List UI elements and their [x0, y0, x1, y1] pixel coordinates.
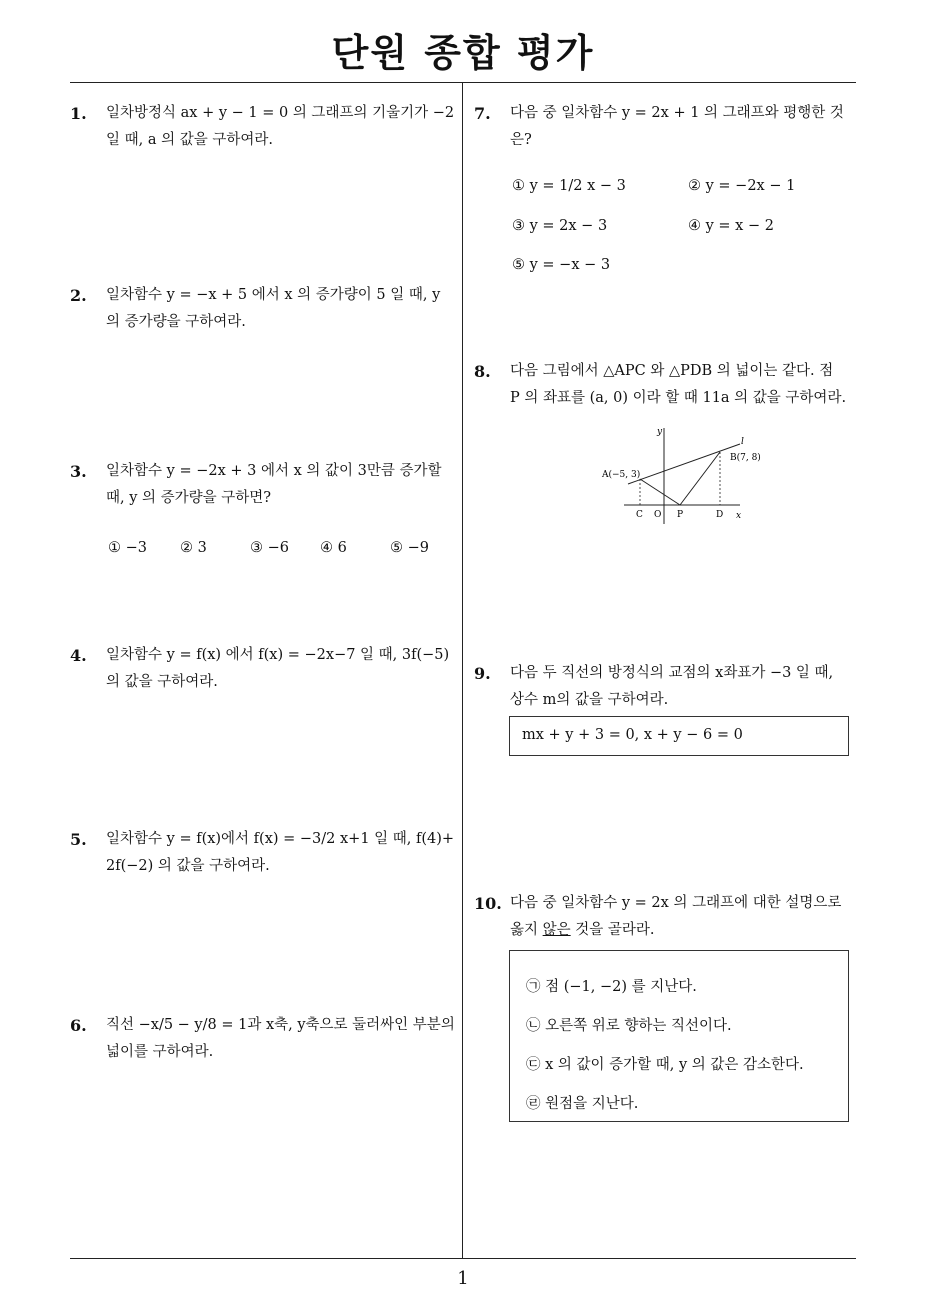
option[interactable]: ② y = −2x − 1: [688, 178, 796, 194]
question-text-line: 은?: [510, 132, 532, 148]
question-text-line: 일차함수 y = −2x + 3 에서 x 의 값이 3만큼 증가할: [106, 463, 442, 479]
question-number: 2.: [70, 286, 87, 305]
question-number: 3.: [70, 462, 87, 481]
question-number: 9.: [474, 664, 491, 683]
option[interactable]: ⑤ −9: [390, 540, 429, 556]
y-axis-label: y: [657, 427, 663, 437]
column-divider: [462, 83, 463, 1258]
statements-box: [509, 950, 849, 1122]
option[interactable]: ② 3: [180, 540, 207, 556]
question-text-line: 2f(−2) 의 값을 구하여라.: [106, 858, 270, 874]
question-5: [70, 826, 460, 880]
question-6: [70, 1012, 460, 1066]
statement-item[interactable]: ㉢ x 의 값이 증가할 때, y 의 값은 감소한다.: [526, 1057, 804, 1073]
question-10: [474, 890, 860, 944]
point-p-label: P: [677, 510, 684, 520]
question-8: [474, 358, 860, 412]
text-segment: 옳지: [510, 922, 543, 938]
coordinate-figure: [600, 422, 770, 528]
question-text-line: 다음 그림에서 △APC 와 △PDB 의 넓이는 같다. 점: [510, 363, 834, 379]
x-axis-label: x: [736, 511, 742, 521]
question-text-line: 일차방정식 ax + y − 1 = 0 의 그래프의 기울기가 −2: [106, 105, 455, 121]
question-1: [70, 100, 460, 154]
question-7: [474, 100, 860, 154]
option[interactable]: ① −3: [108, 540, 147, 556]
point-b-label: B(7, 8): [730, 453, 761, 463]
question-text-line: 때, y 의 증가량을 구하면?: [106, 490, 272, 506]
option[interactable]: ③ −6: [250, 540, 289, 556]
top-rule: [70, 82, 856, 83]
page-title: 단원 종합 평가: [331, 31, 595, 75]
option[interactable]: ④ y = x − 2: [688, 218, 774, 234]
statement-item[interactable]: ㉠ 점 (−1, −2) 를 지난다.: [526, 979, 697, 995]
question-text-line: 의 값을 구하여라.: [106, 674, 218, 690]
question-3: [70, 458, 460, 512]
question-text-line: 다음 중 일차함수 y = 2x 의 그래프에 대한 설명으로: [510, 895, 842, 911]
option[interactable]: ④ 6: [320, 540, 347, 556]
question-text-line: 일차함수 y = −x + 5 에서 x 의 증가량이 5 일 때, y: [106, 287, 441, 303]
point-d-label: D: [716, 510, 724, 520]
question-text-line: 직선 −x/5 − y/8 = 1과 x축, y축으로 둘러싸인 부분의: [106, 1017, 455, 1033]
origin-label: O: [654, 510, 662, 520]
statement-item[interactable]: ㉡ 오른쪽 위로 향하는 직선이다.: [526, 1018, 732, 1034]
line-label: l: [741, 437, 744, 447]
line-l: [628, 444, 740, 484]
page-number: 1: [457, 1268, 469, 1289]
question-text-line: 의 증가량을 구하여라.: [106, 314, 246, 330]
question-9: [474, 660, 860, 714]
question-text-line: [510, 917, 860, 944]
option[interactable]: ⑤ y = −x − 3: [512, 257, 611, 273]
question-2: [70, 282, 460, 336]
point-c-label: C: [636, 510, 643, 520]
question-text-line: 상수 m의 값을 구하여라.: [510, 692, 669, 708]
question-text-line: 일차함수 y = f(x)에서 f(x) = −3/2 x+1 일 때, f(4)+: [106, 831, 455, 847]
question-text-line: 다음 중 일차함수 y = 2x + 1 의 그래프와 평행한 것: [510, 105, 844, 121]
underlined-text: 않은: [542, 922, 571, 938]
statement-item[interactable]: ㉣ 원점을 지난다.: [526, 1096, 639, 1112]
equation-box: [509, 716, 849, 756]
question-number: 4.: [70, 646, 87, 665]
question-number: 10.: [474, 894, 502, 913]
question-text-line: 일차함수 y = f(x) 에서 f(x) = −2x−7 일 때, 3f(−5): [106, 647, 450, 663]
question-text-line: 일 때, a 의 값을 구하여라.: [106, 132, 273, 148]
question-number: 8.: [474, 362, 491, 381]
equation-text: mx + y + 3 = 0, x + y − 6 = 0: [522, 727, 743, 743]
question-number: 7.: [474, 104, 491, 123]
question-text-line: P 의 좌표를 (a, 0) 이라 할 때 11a 의 값을 구하여라.: [510, 390, 847, 406]
question-text-line: 다음 두 직선의 방정식의 교점의 x좌표가 −3 일 때,: [510, 665, 834, 681]
question-number: 6.: [70, 1016, 87, 1035]
text-segment: 것을 골라라.: [570, 922, 655, 938]
question-4: [70, 642, 460, 696]
question-text-line: 넓이를 구하여라.: [106, 1044, 214, 1060]
triangle-segments: [640, 452, 720, 505]
bottom-rule: [70, 1258, 856, 1259]
question-7-options: [512, 178, 852, 278]
question-number: 1.: [70, 104, 87, 123]
option[interactable]: ① y = 1/2 x − 3: [512, 178, 626, 194]
option[interactable]: ③ y = 2x − 3: [512, 218, 608, 234]
question-number: 5.: [70, 830, 87, 849]
point-a-label: A(−5, 3): [602, 470, 641, 480]
